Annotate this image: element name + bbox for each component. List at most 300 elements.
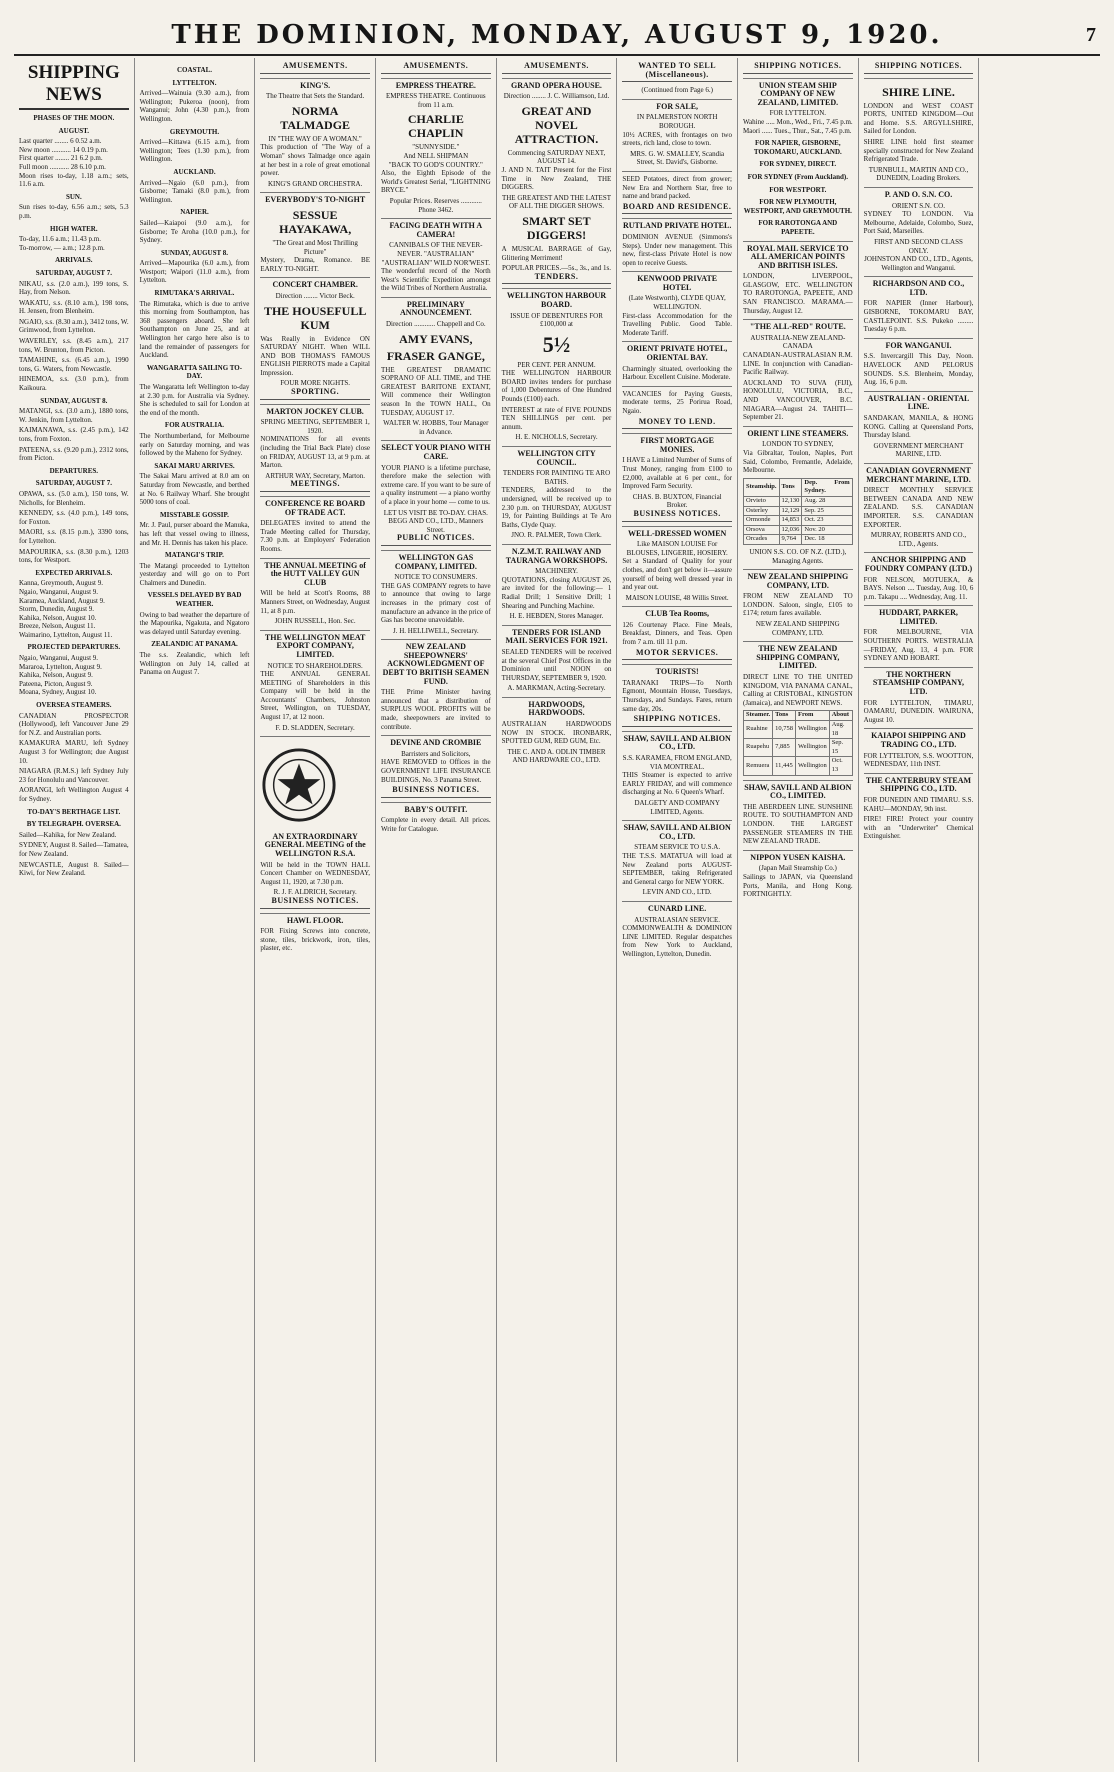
expected-item: Storm, Dunedin, August 9. [19,605,95,614]
ad-shaw-savill-karamea [622,731,732,816]
ad-title: CONCERT CHAMBER. [272,280,358,290]
sun-note: Sun rises to-day, 6.56 a.m.; sets, 5.3 p.m. [19,203,129,220]
projected-item: Ngaio, Wanganui, August 9. [19,654,99,663]
ad-body: THE ABERDEEN LINE. SUNSHINE ROUTE. TO SOUTHAMPTON AND LONDON. THE LARGEST PASSENGER STEAMERS IN THE NEW ZEALAND TRADE. [742,802,853,846]
ad-subtitle: (Japan Mail Steamship Co.) [758,864,837,873]
moon-month: AUGUST. [58,126,90,135]
ad-body: Will be held at Scott's Rooms, 88 Manners Street, on Wednesday, August 11, at 8 p.m. [260,589,370,615]
ad-sheepowners [381,639,491,731]
ad-marton-jockey-club [260,404,370,481]
table-header-row [743,711,852,721]
ad-body: Charmingly situated, overlooking the Harbour. Excellent Cuisine. Moderate. [622,364,732,382]
ad-signature: F. D. SLADDEN, Secretary. [275,723,355,732]
ad-body: THE GAS COMPANY regrets to have to announce that owing to large increases in the primary cost of manufacture an advance in the price of Gas has become unavoidable. [380,581,491,625]
ad-body: THE WELLINGTON HARBOUR BOARD invites tenders for purchase of 1,000 Debentures of One Hundred Pounds (£100) each. [501,369,612,404]
ad-body: THIS Steamer is expected to arrive EARLY FRIDAY, and will commence discharging at No. 6 Queen's Wharf. [622,771,732,797]
table-cell: Aug. 28 [802,496,852,506]
ad-body: This production of "The Way of a Woman" shows Talmadge once again at her best in a role of great emotional power. [260,143,370,178]
ad-orient-hotel [622,341,732,381]
column-shipping-notices-2 [859,58,980,1762]
oversea-steamers-heading: OVERSEA STEAMERS. [36,701,112,710]
ad-body: Sailings to JAPAN, via Queensland Ports, Manila, and Hong Kong. FORTNIGHTLY. [742,872,853,899]
ad-title: RUTLAND PRIVATE HOTEL. [622,221,732,231]
departure-item: KENNEDY, s.s. (4.0 p.m.), 149 tons, for Foxton. [19,509,129,526]
ad-title: THE NEW ZEALAND SHIPPING COMPANY, LIMITED. [756,644,840,671]
table-cell: Wellington [796,757,830,775]
ad-title: TOURISTS! [655,667,699,677]
column-right-margin [979,58,1100,1762]
ad-feature: AMY EVANS, [399,331,473,346]
ad-taranaki-trips [622,664,732,713]
expected-item: Kahika, Nelson, August 10. [19,613,97,622]
route-heading: FOR SYDNEY, DIRECT. [759,160,837,169]
ad-hutt-gun-club [260,558,370,626]
ad-signature: JOHN RUSSELL, Hon. Sec. [274,617,356,626]
table-header-cell: From [796,711,830,721]
business-notices-heading: BUSINESS NOTICES. [381,786,491,798]
ad-cunard-line [622,901,732,959]
coastal-place: GREYMOUTH. [169,127,220,136]
ad-signature: DALGETY AND COMPANY LIMITED, Agents. [634,798,720,816]
coastal-place: SUNDAY, AUGUST 8. [160,248,229,257]
ad-body: Complete in every detail. All prices. Write for Catalogue. [380,816,491,833]
news-text: Owing to bad weather the departure of the Mapourika, Ngakuta, and Ngatoro was delayed until Saturday evening. [139,610,250,636]
ad-title: THE ANNUAL MEETING of the HUTT VALLEY GUN CLUB [264,560,366,587]
departure-item: OPAWA, s.s. (5.0 a.m.), 150 tons, W. Nicholls, for Blenheim. [19,489,129,507]
ad-title: CUNARD LINE. [648,903,707,913]
ad-hawl-floor [260,913,370,953]
ad-title: WELLINGTON CITY COUNCIL. [517,449,596,467]
ad-title: DEVINE AND CROMBIE [390,738,482,748]
ad-body: Mystery, Drama, Romance. BE EARLY TO-NIGHT. [260,256,370,273]
tenders-heading: TENDERS. [502,273,612,285]
ad-body: NOMINATIONS for all events (including the Trial Back Plate) close on FRIDAY, AUGUST 13, at 9 p.m. at Marton. [260,435,370,470]
news-text: The Sakai Maru arrived at 8.0 am on Saturday from Newcastle, and berthed at No. 6 Railway Wharf. She brought 5000 tons of coal. [139,472,250,507]
table-header-cell: About [829,711,852,721]
ad-title: NEW ZEALAND SHIPPING COMPANY, LTD. [747,572,849,590]
table-cell: 12,129 [779,506,802,516]
expected-item: Waimarino, Lyttelton, August 11. [19,630,113,639]
ad-signature: MRS. G. W. SMALLEY, Scandia Street, St. David's, Gisborne. [630,149,725,167]
ad-body: Will be held in the TOWN HALL Concert Chamber on WEDNESDAY, August 11, 1920, at 7.30 p.m. [260,860,370,886]
ad-maison-louise [622,526,732,603]
column-amusements-2 [376,58,497,1762]
ad-body: Set a Standard of Quality for your clothes, and don't get below it—assure yourself of being well dressed year in and year out. [622,557,732,592]
table-cell: Orsova [743,525,779,535]
ad-title: RICHARDSON AND CO., LTD. [872,279,965,297]
coastal-place: NAPIER. [180,208,209,217]
berthage-heading: TO-DAY'S BERTHAGE LIST. [27,807,121,816]
news-heading: RIMUTAKA'S ARRIVAL. [154,289,235,298]
route-heading: FOR SYDNEY (From Auckland). [747,172,848,181]
ad-body: FOR DUNEDIN AND TIMARU. S.S. KAHU—MONDAY, 9th inst. [863,795,974,813]
table-row [743,506,852,516]
ad-facing-death [381,218,491,293]
ad-title: PRELIMINARY ANNOUNCEMENT. [400,299,472,318]
ad-subtitle: AUSTRALIA-NEW ZEALAND-CANADA [750,333,846,351]
ad-feature: CHARLIE CHAPLIN [407,112,464,141]
ad-film: "SUNNYSIDE." [412,143,460,152]
expected-item: Breeze, Nelson, August 11. [19,622,96,631]
ad-subtitle: FOR LYTTELTON. [769,109,827,118]
ad-signature: MAISON LOUISE, 48 Willis Street. [625,593,729,602]
page-number: 7 [1086,24,1096,46]
table-header-cell: Steamship. [743,478,779,496]
ad-body: DELEGATES invited to attend the Trade Meeting called for Thursday, 7.30 p.m. at Employers' Federation Rooms. [260,519,370,553]
moon-phase: New moon ........... 14 0.19 p.m. [19,145,108,154]
table-cell: 7,885 [773,739,796,757]
ad-city-council [502,446,612,540]
ad-body: Wahine ..... Mon., Wed., Fri., 7.45 p.m. Maori ...... Tues., Thur., Sat., 7.45 p.m. [742,117,853,135]
ad-body: THE GREATEST DRAMATIC SOPRANO OF ALL TIME, and THE GREATEST BARITONE EXTANT, Will commence their Wellington season In the TOWN HALL, On TUESDAY, AUGUST 17. [380,365,491,417]
ad-title: GRAND OPERA HOUSE. [511,80,602,90]
column-shipping-notices-1 [738,58,859,1762]
shipping-news-heading: SHIPPING NEWS [19,62,129,110]
ad-rutland-hotel [622,218,732,267]
ad-feature: THE HOUSEFULL KUM [263,303,367,332]
newspaper-title: THE DOMINION, MONDAY, AUGUST 9, 1920. [171,20,943,50]
table-cell: Nov. 20 [802,525,852,535]
expected-item: Kanna, Greymouth, August 9. [19,579,103,588]
board-residence-heading: BOARD AND RESIDENCE. [622,203,732,215]
news-heading: WANGARATTA SAILING TO-DAY. [146,363,243,381]
ad-aberdeen-line [743,780,853,846]
ad-title: ORIENT PRIVATE HOTEL, ORIENTAL BAY. [627,344,728,363]
ad-body: FROM NEW ZEALAND TO LONDON. Saloon, single, £105 to £174; return fares available. [742,592,853,618]
coastal-place: AUCKLAND. [173,167,216,176]
news-text: The Wangaratta left Wellington to-day at 2.30 p.m. for Australia via Sydney. She is scheduled to sail for London at the end of the month. [139,383,250,417]
table-cell: Orcades [743,535,779,545]
ad-title: ROYAL MAIL SERVICE TO ALL AMERICAN POINTS AND BRITISH ISLES. [747,243,849,270]
table-cell: Osterley [743,506,779,516]
expected-arrivals-heading: EXPECTED ARRIVALS. [35,568,113,577]
table-row [743,739,852,757]
arrival-item: TAMAHINE, s.s. (6.45 a.m.), 1990 tons, G. Waters, from Newcastle. [19,356,129,373]
ad-body: 126 Courtenay Place. Fine Meals, Breakfast, Dinners, and Teas. Open from 7 a.m. till 11 p.m. [622,620,732,647]
ad-subtitle: Like MAISON LOUISE For BLOUSES, LINGERIE, HOSIERY. [626,540,728,557]
expected-item: Karamea, Auckland, August 9. [19,596,105,605]
ad-body: THE ANNUAL GENERAL MEETING of Shareholders in this Company will be held in the Accountants' Chambers, Johnston Street, Wellington, on TUESDAY, August 17, at 12 noon. [260,670,370,722]
ad-body: AUCKLAND TO SUVA (FIJI), HONOLULU, VICTORIA, B.C., AND VANCOUVER, B.C. NIAGARA—August 24. TAHITI—September 21. [742,378,853,422]
ad-body: CANNIBALS OF THE NEVER-NEVER. "AUSTRALIAN" "AUSTRALIAN" WILD NOR'WEST. [381,241,491,267]
sun-heading: SUN. [65,192,82,201]
ad-hardwoods [502,697,612,765]
projected-item: Mararoa, Lyttelton, August 9. [19,662,102,671]
moon-phase: Last quarter ........ 6 0.52 a.m. [19,137,102,146]
ad-subtitle: AUSTRALASIAN SERVICE. [634,915,721,924]
table-cell: 10,758 [773,721,796,739]
ad-signature: THE C. AND A. ODLIN TIMBER AND HARDWARE CO., LTD. [507,747,606,765]
table-cell: Oct. 13 [829,757,852,775]
ad-signature: GOVERNMENT MERCHANT MARINE, LTD. [873,441,964,459]
ad-canterbury-steam [864,773,974,841]
ad-title: WELL-DRESSED WOMEN [627,528,727,538]
arrival-item: WAKATU, s.s. (8.10 a.m.), 198 tons, H. Jensen, from Blenheim. [19,298,129,316]
ad-select-piano [381,440,491,534]
news-heading: MISSTABLE GOSSIP. [160,510,229,519]
ad-title: UNION STEAM SHIP COMPANY OF NEW ZEALAND, LIMITED. [757,80,839,107]
ad-for-wanganui [864,338,974,387]
ad-title: P. AND O. S.N. CO. [884,189,953,199]
projected-departures-heading: PROJECTED DEPARTURES. [27,643,121,652]
column-shipping-news [14,58,135,1762]
ad-northern-steamship [864,667,974,725]
ad-body: CANADIAN-AUSTRALASIAN R.M. LINE. In conjunction with Canadian-Pacific Railway. [742,351,853,377]
ad-title: KENWOOD PRIVATE HOTEL [637,274,718,292]
ad-title: HUDDART, PARKER, LIMITED. [879,608,958,626]
ad-title: SHAW, SAVILL AND ALBION CO., LIMITED. [744,782,852,801]
moon-heading: PHASES OF THE MOON. [33,114,115,122]
ad-title: EVERYBODY'S TO-NIGHT [265,195,366,205]
ad-subtitle: IN PALMERSTON NORTH BOROUGH. [636,113,718,130]
ad-body: TENDERS, addressed to the undersigned, will be received up to 2.30 p.m. on THURSDAY, AUGUST 19, for Painting Buildings at Te Aro Baths, Clyde Quay. [501,486,612,529]
ad-subtitle: NOTICE TO CONSUMERS. [394,573,478,582]
ad-signature: TURNBULL, MARTIN AND CO., DUNEDIN, Loading Brokers. [868,165,969,183]
ad-title: FOR WANGANUI. [885,340,952,350]
meetings-heading: MEETINGS. [260,480,370,492]
coastal-text: Arrived—Kittawa (6.15 a.m.), from Wellington; Tees (1.30 p.m.), from Wellington. [139,138,250,164]
ad-harbour-board [502,288,612,442]
ad-royal-mail [743,241,853,316]
table-cell: Aug. 18 [829,721,852,739]
ad-subtitle: Direction ........ J. C. Williamson, Ltd. [503,92,610,101]
arrival-item: NIKAU, s.s. (2.0 a.m.), 199 tons, S. Hay, from Nelson. [19,279,129,297]
ad-title: AN EXTRAORDINARY GENERAL MEETING of the WELLINGTON R.S.A. [264,831,366,859]
ad-body: SEALED TENDERS will be received at the several Chief Post Offices in the Dominion until NOON on THURSDAY, SEPTEMBER 9, 1920. [501,647,612,682]
ad-huddart-parker [864,605,974,663]
ad-tagline: THE GREATEST AND THE LATEST OF ALL THE DIGGER SHOWS. [501,193,611,211]
ad-title: THE NORTHERN STEAMSHIP COMPANY, LTD. [872,669,965,697]
moon-note: Moon rises to-day, 1.18 a.m.; sets, 11.6 a.m. [19,171,129,189]
ad-body: DIRECT LINE TO THE UNITED KINGDOM, VIA PANAMA CANAL, Calling at CRISTOBAL, KINGSTON (Jamaica), and NEWPORT NEWS. [742,673,853,707]
ad-kings-theatre [260,78,370,189]
table-cell: Ormonde [743,516,779,526]
news-heading: ZEALANDIC AT PANAMA. [151,640,238,649]
ad-concert-chamber [260,277,370,388]
ad-title: "THE ALL-RED" ROUTE. [749,322,846,332]
ad-title: KING'S. [300,80,331,90]
ad-subtitle: ISSUE OF DEBENTURES FOR £100,000 at [510,311,603,329]
route-heading: FOR WESTPORT. [769,185,827,194]
ad-australian-oriental [864,391,974,459]
ad-signature: A. MARKMAN, Acting-Secretary. [507,684,606,693]
ad-body: FOR NELSON, MOTUEKA, & BAYS. Nelson .... Tuesday, Aug. 10, 6 p.m. Takapu .... Wednesday, Aug. 11. [863,575,974,601]
ad-body: SHIRE LINE hold first steamer specially constructed for New Zealand Refrigerated Trade. [863,137,974,164]
ad-signature: H. E. NICHOLLS, Secretary. [515,433,598,442]
ad-signature: JNO. R. PALMER, Town Clerk. [511,531,602,540]
ad-date: Commencing SATURDAY NEXT, AUGUST 14. [507,148,606,166]
table-header-cell: Dep. From Sydney. [802,478,852,496]
ad-subtitle: SPRING MEETING, SEPTEMBER 1, 1920. [260,418,370,435]
table-cell: 14,853 [779,516,802,526]
ad-devine-crombie [381,735,491,784]
telegraph-heading: BY TELEGRAPH. OVERSEA. [26,820,121,829]
arrival-item: NGAIO, s.s. (8.30 a.m.), 3412 tons, W. Grimwood, from Lyttelton. [19,317,129,335]
continued-note: (Continued from Page 6.) [641,86,713,95]
ad-body: SANDAKAN, MANILA, & HONG KONG. Calling at Queensland Ports, Thursday Island. [863,414,974,440]
ad-closing: FOUR MORE NIGHTS. [280,379,351,388]
oversea-item: KAMAKURA MARU, left Sydney August 3 for Wellington; due August 10. [19,739,129,765]
ad-note: The wonderful record of the North West's Scientific Expedition amongst the Wild Tribes of Northern Australia. [380,267,491,293]
ad-subtitle: The Theatre that Sets the Standard. [266,92,365,101]
high-water-line: To-morrow, — a.m.; 12.8 p.m. [19,243,105,252]
news-heading: SAKAI MARU ARRIVES. [154,461,235,470]
table-cell: Ruahine [743,721,772,739]
ad-signature: NEW ZEALAND SHIPPING COMPANY, LTD. [755,620,840,637]
projected-item: Kahika, Nelson, August 9. [19,671,93,680]
amusements-heading: AMUSEMENTS. [502,62,612,74]
table-cell: Sep. 25 [802,506,852,516]
ad-title: NEW ZEALAND SHEEPOWNERS' ACKNOWLEDGMENT OF DEBT TO BRITISH SEAMEN FUND. [382,642,490,686]
table-header-cell: Steamer. [743,711,772,721]
ad-subtitle: TENDERS FOR PAINTING TE ARO BATHS. [502,469,611,486]
ad-body: THE T.S.S. MATATUA will load at New Zealand ports AUGUST-SEPTEMBER, taking Refrigerated and General cargo for NEW YORK. [622,851,732,886]
business-notices-heading: BUSINESS NOTICES. [260,897,370,909]
table-row [743,496,852,506]
ad-body: SEED Potatoes, direct from grower; New Era and Northern Star, free to name and brand packed. [622,174,732,201]
table-cell: Orvieto [743,496,779,506]
ad-body: Was Really in Evidence ON SATURDAY NIGHT. When WILL AND BOB THOMAS'S FAMOUS ENGLISH PIERROTS made a Capital Impression. [260,334,370,377]
ad-title: EMPRESS THEATRE. [395,80,476,90]
ad-signature: CHAS. B. BUXTON, Financial Broker. [632,492,722,510]
ad-body: TARANAKI TRIPS—To North Egmont, Mountain House, Tuesdays, Thursdays, and Sundays. Fares, return same day, 20s. [622,678,732,713]
ad-nz-shipping [743,569,853,637]
ad-body: THE Prime Minister having announced that a distribution of SURPLUS WOOL PROFITS will be made, sheepowners are invited to contribute. [380,688,491,731]
ad-shaw-savill-usa [622,820,732,897]
ad-seed-potatoes [622,171,732,201]
table-header-row [743,478,852,496]
interest-rate: 5½ [542,331,571,357]
table-cell: Ruapehu [743,739,772,757]
arrivals-date: SUNDAY, AUGUST 8. [40,396,108,405]
ad-first-mortgage [622,433,732,510]
arrivals-heading: ARRIVALS. [55,256,93,265]
rsa-badge-icon [260,746,338,824]
ad-body: FOR NAPIER (Inner Harbour), GISBORNE, TOKOMARU BAY, CASTLEPOINT. S.S. Pukeko ......... Tuesday 6 p.m. [863,299,974,334]
money-to-lend-heading: MONEY TO LEND. [622,418,732,430]
ad-title: N.Z.M.T. RAILWAY AND TAURANGA WORKSHOPS. [505,546,608,565]
ad-signature: H. E. HEBDEN, Stores Manager. [509,612,604,621]
amusements-heading: AMUSEMENTS. [260,62,370,74]
ad-subtitle: S.S. KARAMEA, FROM ENGLAND, VIA MONTREAL. [622,754,732,771]
ad-subtitle: MACHINERY. [535,567,578,576]
ad-film: "BACK TO GOD'S COUNTRY." [388,160,483,169]
ad-prices: Popular Prices. Reserves ............ Phone 3462. [389,196,482,214]
column-amusements-1 [255,58,376,1762]
projected-item: Pateena, Picton, August 9. [19,679,93,688]
column-classifieds [617,58,738,1762]
ad-all-red-route [743,319,853,422]
sailing-table [743,478,853,545]
table-cell: Sep. 15 [829,739,852,757]
ad-feature: SESSUE HAYAKAWA, [279,207,352,236]
table-cell: Wellington [796,739,830,757]
ad-baby-outfit [381,802,491,834]
table-cell: Wellington [796,721,830,739]
ad-signature: JOHNSTON AND CO., LTD., Agents, Wellington and Wanganui. [864,255,973,272]
ad-body: YOUR PIANO is a lifetime purchase, therefore make the selection with extreme care. If you want to be sure of a quality instrument — a piano worthy of a place in your home — come to us. [380,463,491,506]
ad-body: DOMINION AVENUE (Simmons's Steps). Under new management. This new, first-class Private Hotel is now open to receive Guests. [622,232,732,267]
ad-film: IN "THE WAY OF A WOMAN." [268,134,362,143]
high-water-line: To-day, 11.6 a.m.; 11.43 p.m. [19,235,101,244]
table-cell: 12,130 [779,496,802,506]
table-cell: Remuera [743,757,772,775]
ad-body: COMMONWEALTH & DOMINION LINE LIMITED. Regular despatches from New York to Auckland, Wellington, Lyttelton, Dunedin. [622,924,732,958]
page-columns [14,58,1100,1762]
ad-body: Also, the Eighth Episode of the World's Greatest Serial, "LIGHTNING BRYCE." [380,169,491,195]
ad-title: WELLINGTON GAS COMPANY, LIMITED. [394,552,477,571]
arrival-item: MATANGI, s.s. (3.0 a.m.), 1880 tons, W. Jenkin, from Lyttelton. [19,407,129,424]
ad-subtitle: ORIENT S.N. CO. [892,201,945,210]
ad-subtitle: PER CENT. PER ANNUM. [517,360,596,369]
ad-title: NIPPON YUSEN KAISHA. [750,852,846,862]
ad-body: Via Gibraltar, Toulon, Naples, Port Said, Colombo, Fremantle, Adelaide, Melbourne. [742,448,853,475]
ad-for-sale [622,99,732,167]
coastal-heading: COASTAL. [176,66,213,74]
ad-title: SELECT YOUR PIANO WITH CARE. [381,443,491,461]
ad-body: FOR Fixing Screws into concrete, stone, tiles, brickwork, iron, tiles, plaster, etc. [260,927,370,953]
telegraph-item: SYDNEY, August 8. Sailed—Tamatea, for New Zealand. [19,841,129,858]
coastal-place: LYTTELTON. [172,78,217,87]
ad-also: And NELL SHIPMAN [403,151,469,160]
table-cell: 9,764 [779,535,802,545]
departures-date: SATURDAY, AUGUST 7. [35,479,112,488]
ad-body: FIRE! FIRE! Protect your country with an "Underwriter" Chemical Extinguisher. [863,815,974,841]
motor-services-heading: MOTOR SERVICES. [622,649,732,661]
ad-body: J. AND N. TAIT Present for the First Time in New Zealand, THE DIGGERS. [501,165,612,192]
ad-subtitle: (Late Westworth), CLYDE QUAY, WELLINGTON. [628,294,726,312]
news-text: The Matangi proceeded to Lyttelton yesterday and will go on to Port Chalmers and Dunedin. [139,561,250,587]
ad-title: THE CANTERBURY STEAM SHIPPING CO., LTD. [865,775,972,794]
table-header-cell: Tons [773,711,796,721]
ad-body: INTEREST at rate of FIVE POUNDS TEN SHILLINGS per cent. per annum. [501,405,612,431]
ad-nz-shipping-panama [743,641,853,775]
high-water-heading: HIGH WATER. [50,224,98,233]
ad-show: SMART SET DIGGERS! [522,213,591,242]
departures-heading: DEPARTURES. [49,466,99,475]
route-heading: FOR NEW PLYMOUTH, WESTPORT, AND GREYMOUTH. [743,198,852,215]
ad-orchestra: KING'S GRAND ORCHESTRA. [267,179,363,188]
ad-title: SHAW, SAVILL AND ALBION CO., LTD. [623,733,731,752]
ad-title: WELLINGTON HARBOUR BOARD. [506,291,607,309]
ad-body: AUSTRALIAN HARDWOODS NOW IN STOCK. IRONBARK, SPOTTED GUM, RED GUM, Etc. [501,720,612,746]
ad-island-mail [502,625,612,693]
ad-subtitle: EMPRESS THEATRE. Continuous from 11 a.m. [386,92,486,109]
arrival-item: KAIMANAWA, s.s. (2.45 p.m.), 142 tons, from Foxton. [19,426,129,443]
ad-body: HAVE REMOVED to Offices in the GOVERNMENT LIFE INSURANCE BUILDINGS, No. 3 Panama Street. [380,758,491,784]
ad-kaiapoi-shipping [864,728,974,768]
ad-signature: UNION S.S. CO. OF N.Z. (LTD.), Managing Agents. [749,547,847,565]
coastal-text: Arrived—Mapourika (6.0 a.m.), from Westport; Waipori (11.0 a.m.), from Lyttelton. [139,259,250,285]
ad-body: FOR LYTTELTON, TIMARU, OAMARU, DUNEDIN. WAIRUNA, August 10. [863,698,974,724]
table-cell: Dec. 18 [802,535,852,545]
amusements-heading: AMUSEMENTS. [381,62,491,74]
ad-body: QUOTATIONS, closing AUGUST 26, are invited for the following:— 1 Radial Drill; 1 Sensitive Drill; 1 Shearing and Punching Machine. [501,575,612,610]
ad-subtitle: Direction ............ Chappell and Co. [385,320,486,329]
ad-nippon-yusen-kaisha [743,850,853,899]
ad-title: SHAW, SAVILL AND ALBION CO., LTD. [623,823,731,841]
coastal-text: Sailed—Kaiapoi (9.0 a.m.), for Gisborne; Te Aroha (10.0 p.m.), for Sydney. [139,218,250,245]
shipping-notices-heading: SHIPPING NOTICES. [622,715,732,727]
column-amusements-3 [497,58,618,1762]
ad-subtitle: Barristers and Solicitors, [401,749,471,758]
ad-title: CONFERENCE RE BOARD OF TRADE ACT. [265,499,366,517]
ad-title: CANADIAN GOVERNMENT MERCHANT MARINE, LTD. [866,465,971,484]
ad-signature: LEVIN AND CO., LTD. [642,888,712,897]
ad-title: HAWL FLOOR. [286,915,344,925]
ad-subtitle: LONDON TO SYDNEY, [762,440,834,449]
ad-feature: GREAT AND NOVEL ATTRACTION. [514,103,599,146]
